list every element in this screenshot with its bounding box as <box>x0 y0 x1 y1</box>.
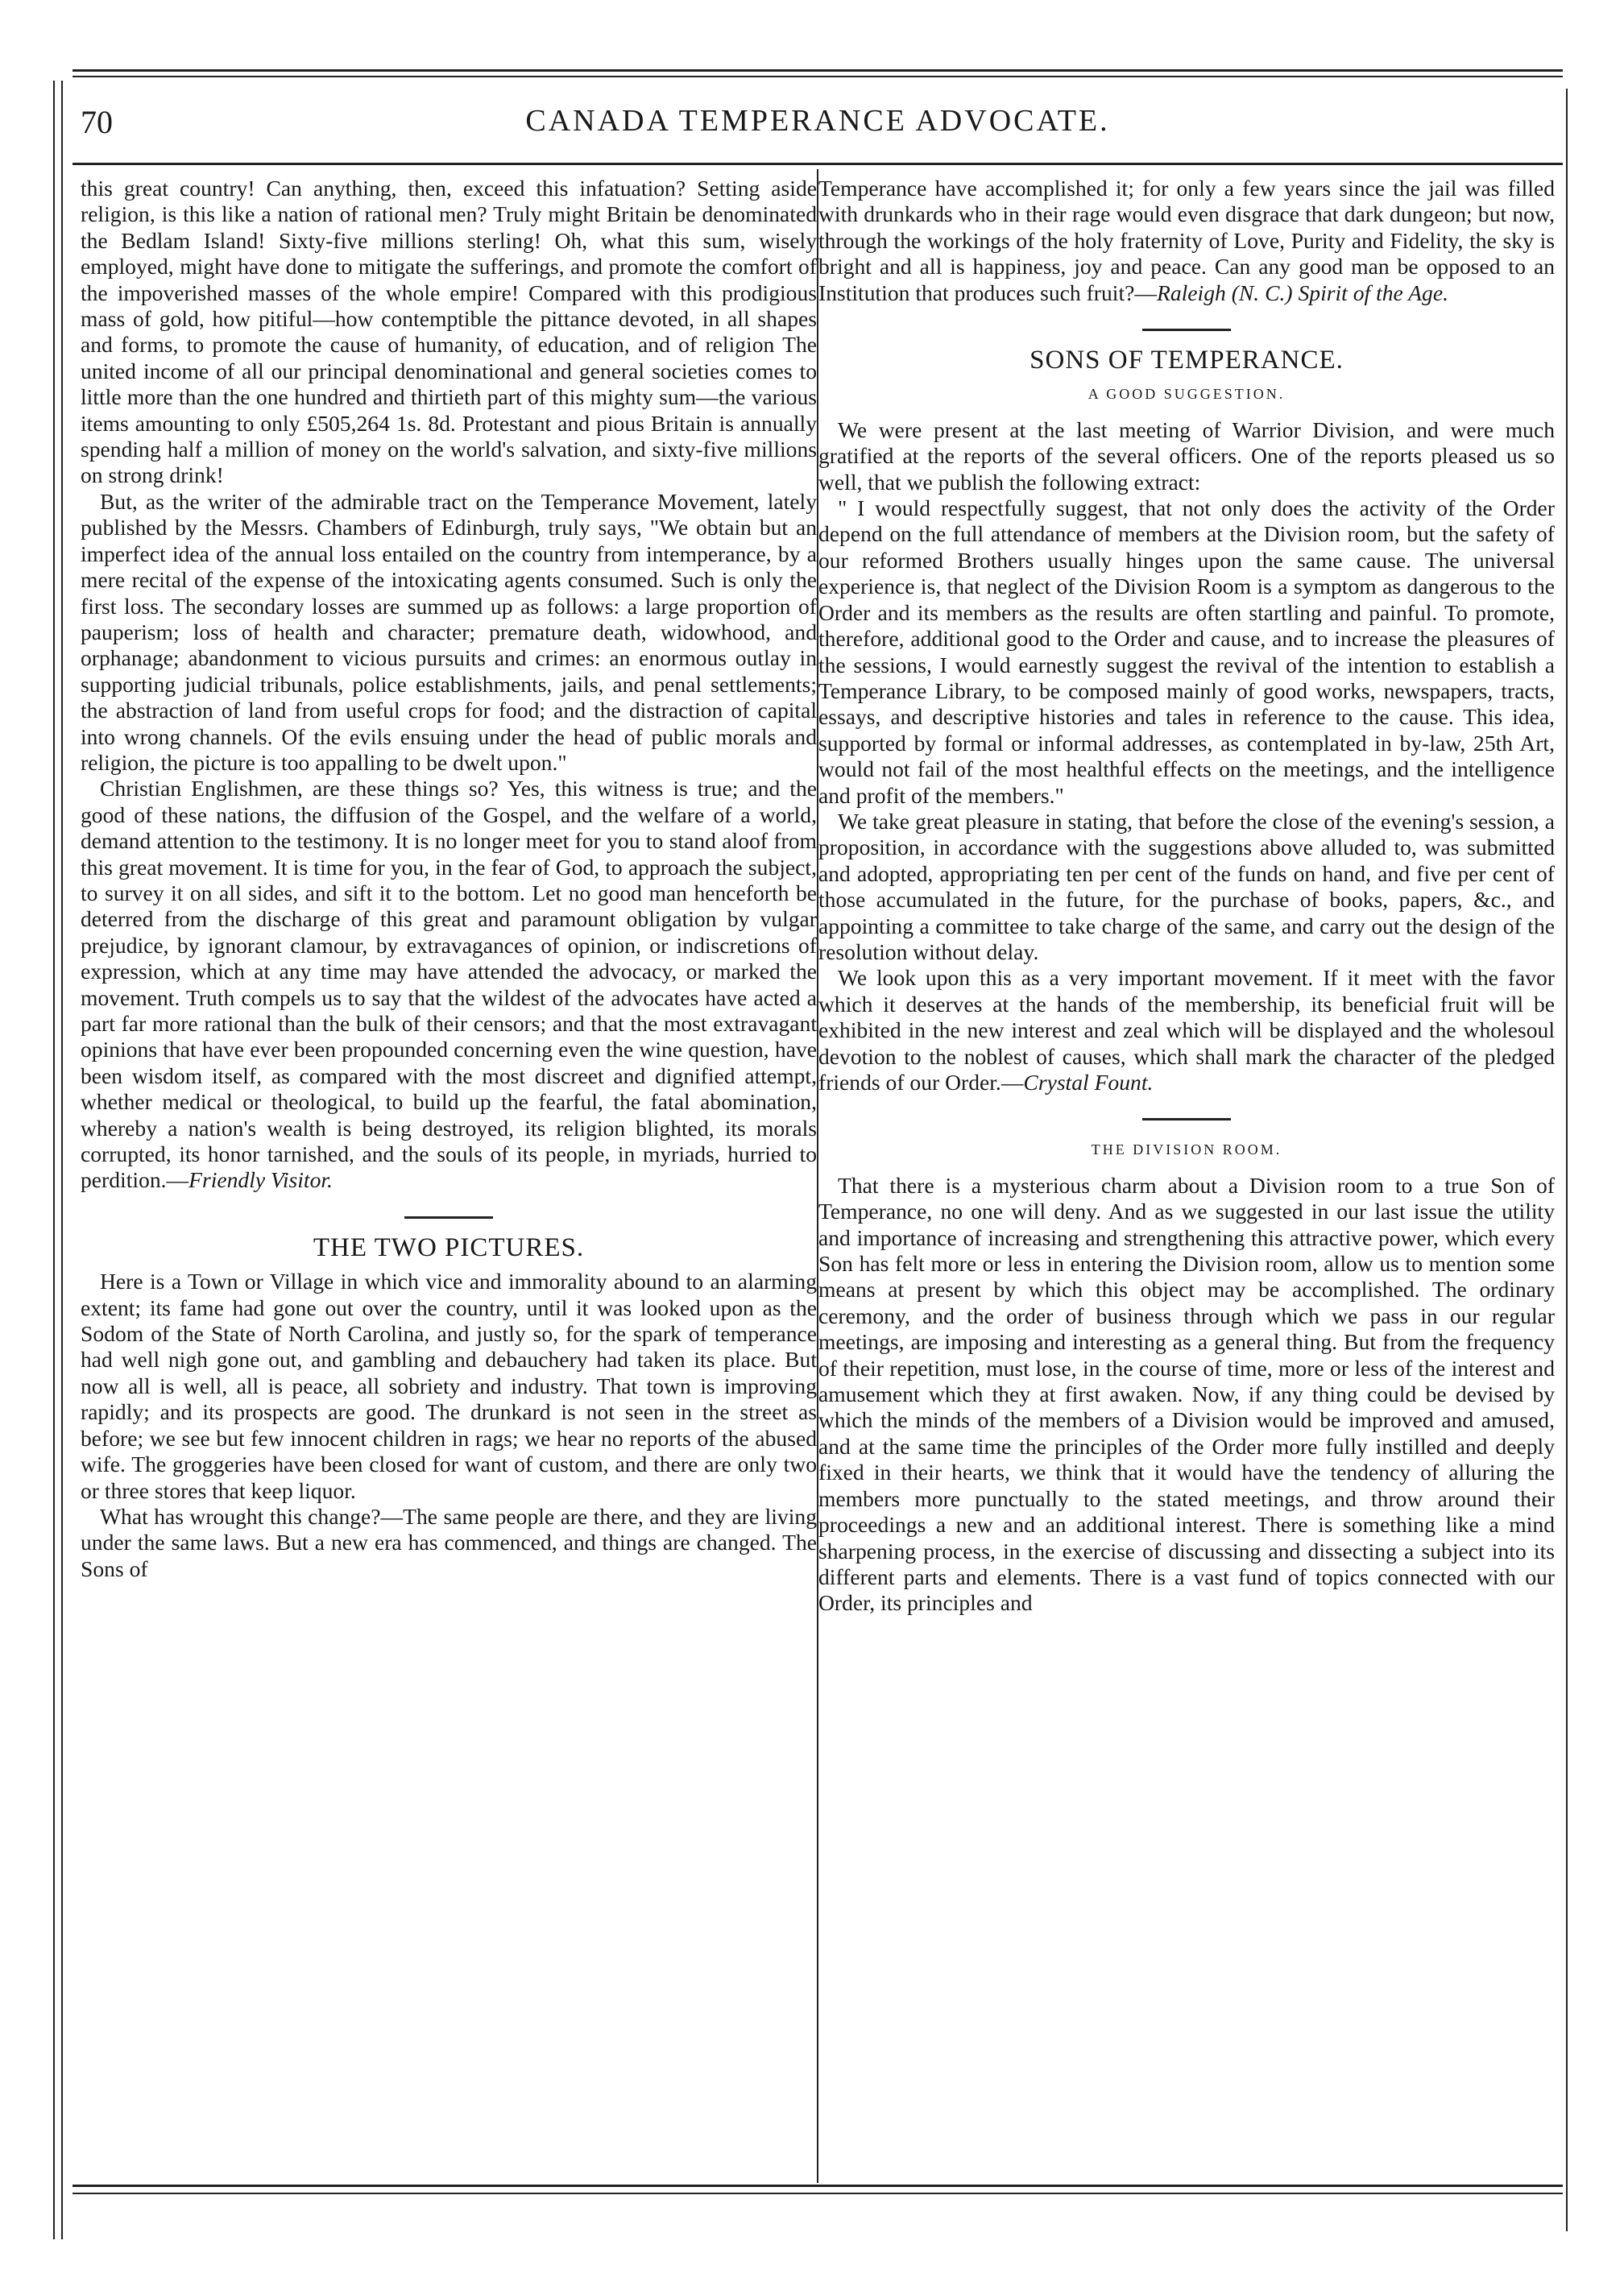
friendly-visitor-signature: Friendly Visitor. <box>188 1167 333 1193</box>
right-paragraph-6: That there is a mysterious charm about a Division room to a true Son of Temperance, no one will deny. And as we suggested in our last issue the utility and importance of increasing and strengthening this attractive power, which every Son has felt more or less in entering the Division room, allow us to mention some means at present by which this object may be accomplished. The ordinary ceremony, and the order of business through which we pass in our regular meetings, are imposing and interesting as a general thing. But from the frequency of their repetition, must lose, in the course of time, more or less of the interest and amusement which they at first awaken. Now, if any thing could be devised by which the minds of the members of a Division would be improved and amused, and at the same time the principles of the Order more fully instilled and deeply fixed in their hearts, we think that it would have the tendency of alluring the members more punctually to the stated meetings, and throw around their proceedings a new and an additional interest. There is something like a mind sharpening process, in the exercise of discussing and dissecting a subject into its different parts and elements. There is a vast fund of topics connected with our Order, its principles and <box>818 1172 1555 1616</box>
left-paragraph-5: What has wrought this change?—The same people are there, and they are living under the same laws. But a new era has commenced, and things are changed. The Sons of <box>81 1503 817 1581</box>
section-divider <box>1142 329 1231 331</box>
left-paragraph-3 <box>81 776 817 1194</box>
left-paragraph-1: this great country! Can anything, then, exceed this infatuation? Setting aside religion, is this like a nation of rational men? Truly might Britain be denominated the Bedlam Island! Sixty-five millions sterling! Oh, what this sum, wisely employed, might have done to mitigate the sufferings, and promote the comfort of the impoverished masses of the whole empire! Compared with this prodigious mass of gold, how pitiful—how contemptible the pittance devoted, in all shapes and forms, to promote the cause of humanity, of education, and of religion The united income of all our principal denominational and general societies comes to little more than the one hundred and thirtieth part of this mighty sum—the various items amounting to only £505,264 1s. 8d. Protestant and pious Britain is annually spending half a million of money on the world's salvation, and sixty-five millions on strong drink! <box>81 176 817 488</box>
left-paragraph-3-text: Christian Englishmen, are these things so? Yes, this witness is true; and the good of these nations, the diffusion of the Gospel, and the welfare of a world, demand attention to the testimony. It is no longer meet for you to stand aloof from this great movement. It is time for you, in the fear of God, to approach the subject, to survey it on all sides, and sift it to the bottom. Let no good man henceforth be deterred from the discharge of this great and paramount obligation by vulgar prejudice, by ignorant clamour, by extravagances of opinion, or indiscretions of expression, which at any time may have attended the advocacy, or marked the movement. Truth compels us to say that the wildest of the advocates have acted a part far more rational than the bulk of their censors; and that the most extravagant opinions that have ever been propounded concerning even the wine question, have been wisdom itself, as compared with the most discreet and dignified attempt, whether medical or theological, to build up the fearful, the fatal abomination, whereby a nation's wealth is being destroyed, its religion blighted, its morals corrupted, its honor tarnished, and the souls of its people, in myriads, hurried to perdition.— <box>81 776 817 1193</box>
page-header <box>81 103 1555 159</box>
sons-of-temperance-title: SONS OF TEMPERANCE. <box>1030 346 1344 375</box>
right-paragraph-5-text: We look upon this as a very important movement. If it meet with the favor which it deserves at the hands of the membership, its beneficial fruit will be exhibited in the new interest and zeal which will be displayed and the wholesoul devotion to the noblest of causes, which shall mark the character of the pledged friends of our Order.— <box>818 965 1555 1095</box>
good-suggestion-subhead: A GOOD SUGGESTION. <box>1088 386 1286 403</box>
left-column <box>81 176 817 2173</box>
two-pictures-title: THE TWO PICTURES. <box>313 1232 585 1262</box>
right-column <box>818 176 1555 2173</box>
bottom-border-rule <box>72 2185 1563 2187</box>
right-paragraph-4: We take great pleasure in stating, that before the close of the evening's session, a proposition, in accordance with the suggestions above alluded to, was submitted and adopted, appropriating ten per cent of the funds on hand, and five per cent of those accumulated in the future, for the purchase of books, papers, &c., and appointing a committee to take charge of the same, and carry out the design of the resolution without delay. <box>818 808 1555 964</box>
section-divider <box>404 1216 493 1219</box>
header-rule <box>72 163 1563 165</box>
page-number: 70 <box>81 104 113 140</box>
spirit-of-the-age-signature: Raleigh (N. C.) Spirit of the Age. <box>1156 280 1448 305</box>
right-paragraph-2: We were present at the last meeting of Warrior Division, and were much gratified at the reports of the several officers. One of the reports pleased us so well, that we publish the following extract: <box>818 416 1555 495</box>
left-margin-rule-inner <box>61 81 63 2239</box>
left-margin-rule <box>53 81 55 2239</box>
left-paragraph-2: But, as the writer of the admirable tract on the Temperance Movement, lately published by the Messrs. Chambers of Edinburgh, truly says, "We obtain but an imperfect idea of the annual loss entailed on the country from intemperance, by a mere recital of the expense of the intoxicating agents consumed. Such is only the first loss. The secondary losses are summed up as follows: a large proportion of pauperism; loss of health and character; premature death, widowhood, and orphanage; abandonment to vicious pursuits and crimes: an enormous outlay in supporting judicial tribunals, police establishments, jails, and penal settlements; the abstraction of land from useful crops for food; and the distraction of capital into wrong channels. Of the evils ensuing under the head of public morals and religion, the picture is too appalling to be dwelt upon." <box>81 488 817 775</box>
journal-title: CANADA TEMPERANCE ADVOCATE. <box>525 104 1110 138</box>
right-paragraph-1-text: Temperance have accomplished it; for only a few years since the jail was filled with drunkards who in their rage would even disgrace that dark dungeon; but now, through the workings of the holy fraternity of Love, Purity and Fidelity, the sky is bright and all is happiness, joy and peace. Can any good man be opposed to an Institution that produces such fruit?— <box>818 176 1555 305</box>
division-room-subhead: THE DIVISION ROOM. <box>1091 1141 1282 1158</box>
section-divider <box>1142 1118 1231 1120</box>
crystal-fount-signature: Crystal Fount. <box>1023 1070 1154 1095</box>
bottom-border-rule-inner <box>72 2193 1563 2194</box>
top-border-rule <box>72 69 1563 72</box>
right-paragraph-3: " I would respectfully suggest, that not only does the activity of the Order depend on the full attendance of members at the Division room, but the safety of our reformed Brothers usually hinges upon the same cause. The universal experience is, that neglect of the Division Room is a symptom as dangerous to the Order and its members as the results are often startling and painful. To promote, therefore, additional good to the Order and cause, and to increase the pleasures of the sessions, I would earnestly suggest the revival of the intention to establish a Temperance Library, to be composed mainly of good works, newspapers, tracts, essays, and descriptive histories and tales in reference to the cause. This idea, supported by formal or informal addresses, as contemplated in by-law, 25th Art, would not fail of the most healthful effects on the meetings, and the intelligence and profit of the members." <box>818 495 1555 808</box>
right-paragraph-1 <box>818 176 1555 306</box>
top-border-rule-inner <box>72 76 1563 77</box>
left-paragraph-4: Here is a Town or Village in which vice and immorality abound to an alarming extent; its fame had gone out over the country, until it was looked upon as the Sodom of the State of North Carolina, and justly so, for the spark of temperance had well nigh gone out, and gambling and debauchery had taken its place. But now all is well, all is peace, all sobriety and industry. That town is improving rapidly; and its prospects are good. The drunkard is not seen in the street as before; we see but few innocent children in rags; we hear no reports of the abused wife. The groggeries have been closed for want of custom, and there are only two or three stores that keep liquor. <box>81 1269 817 1503</box>
right-margin-rule <box>1566 89 1568 2231</box>
right-paragraph-5 <box>818 965 1555 1096</box>
